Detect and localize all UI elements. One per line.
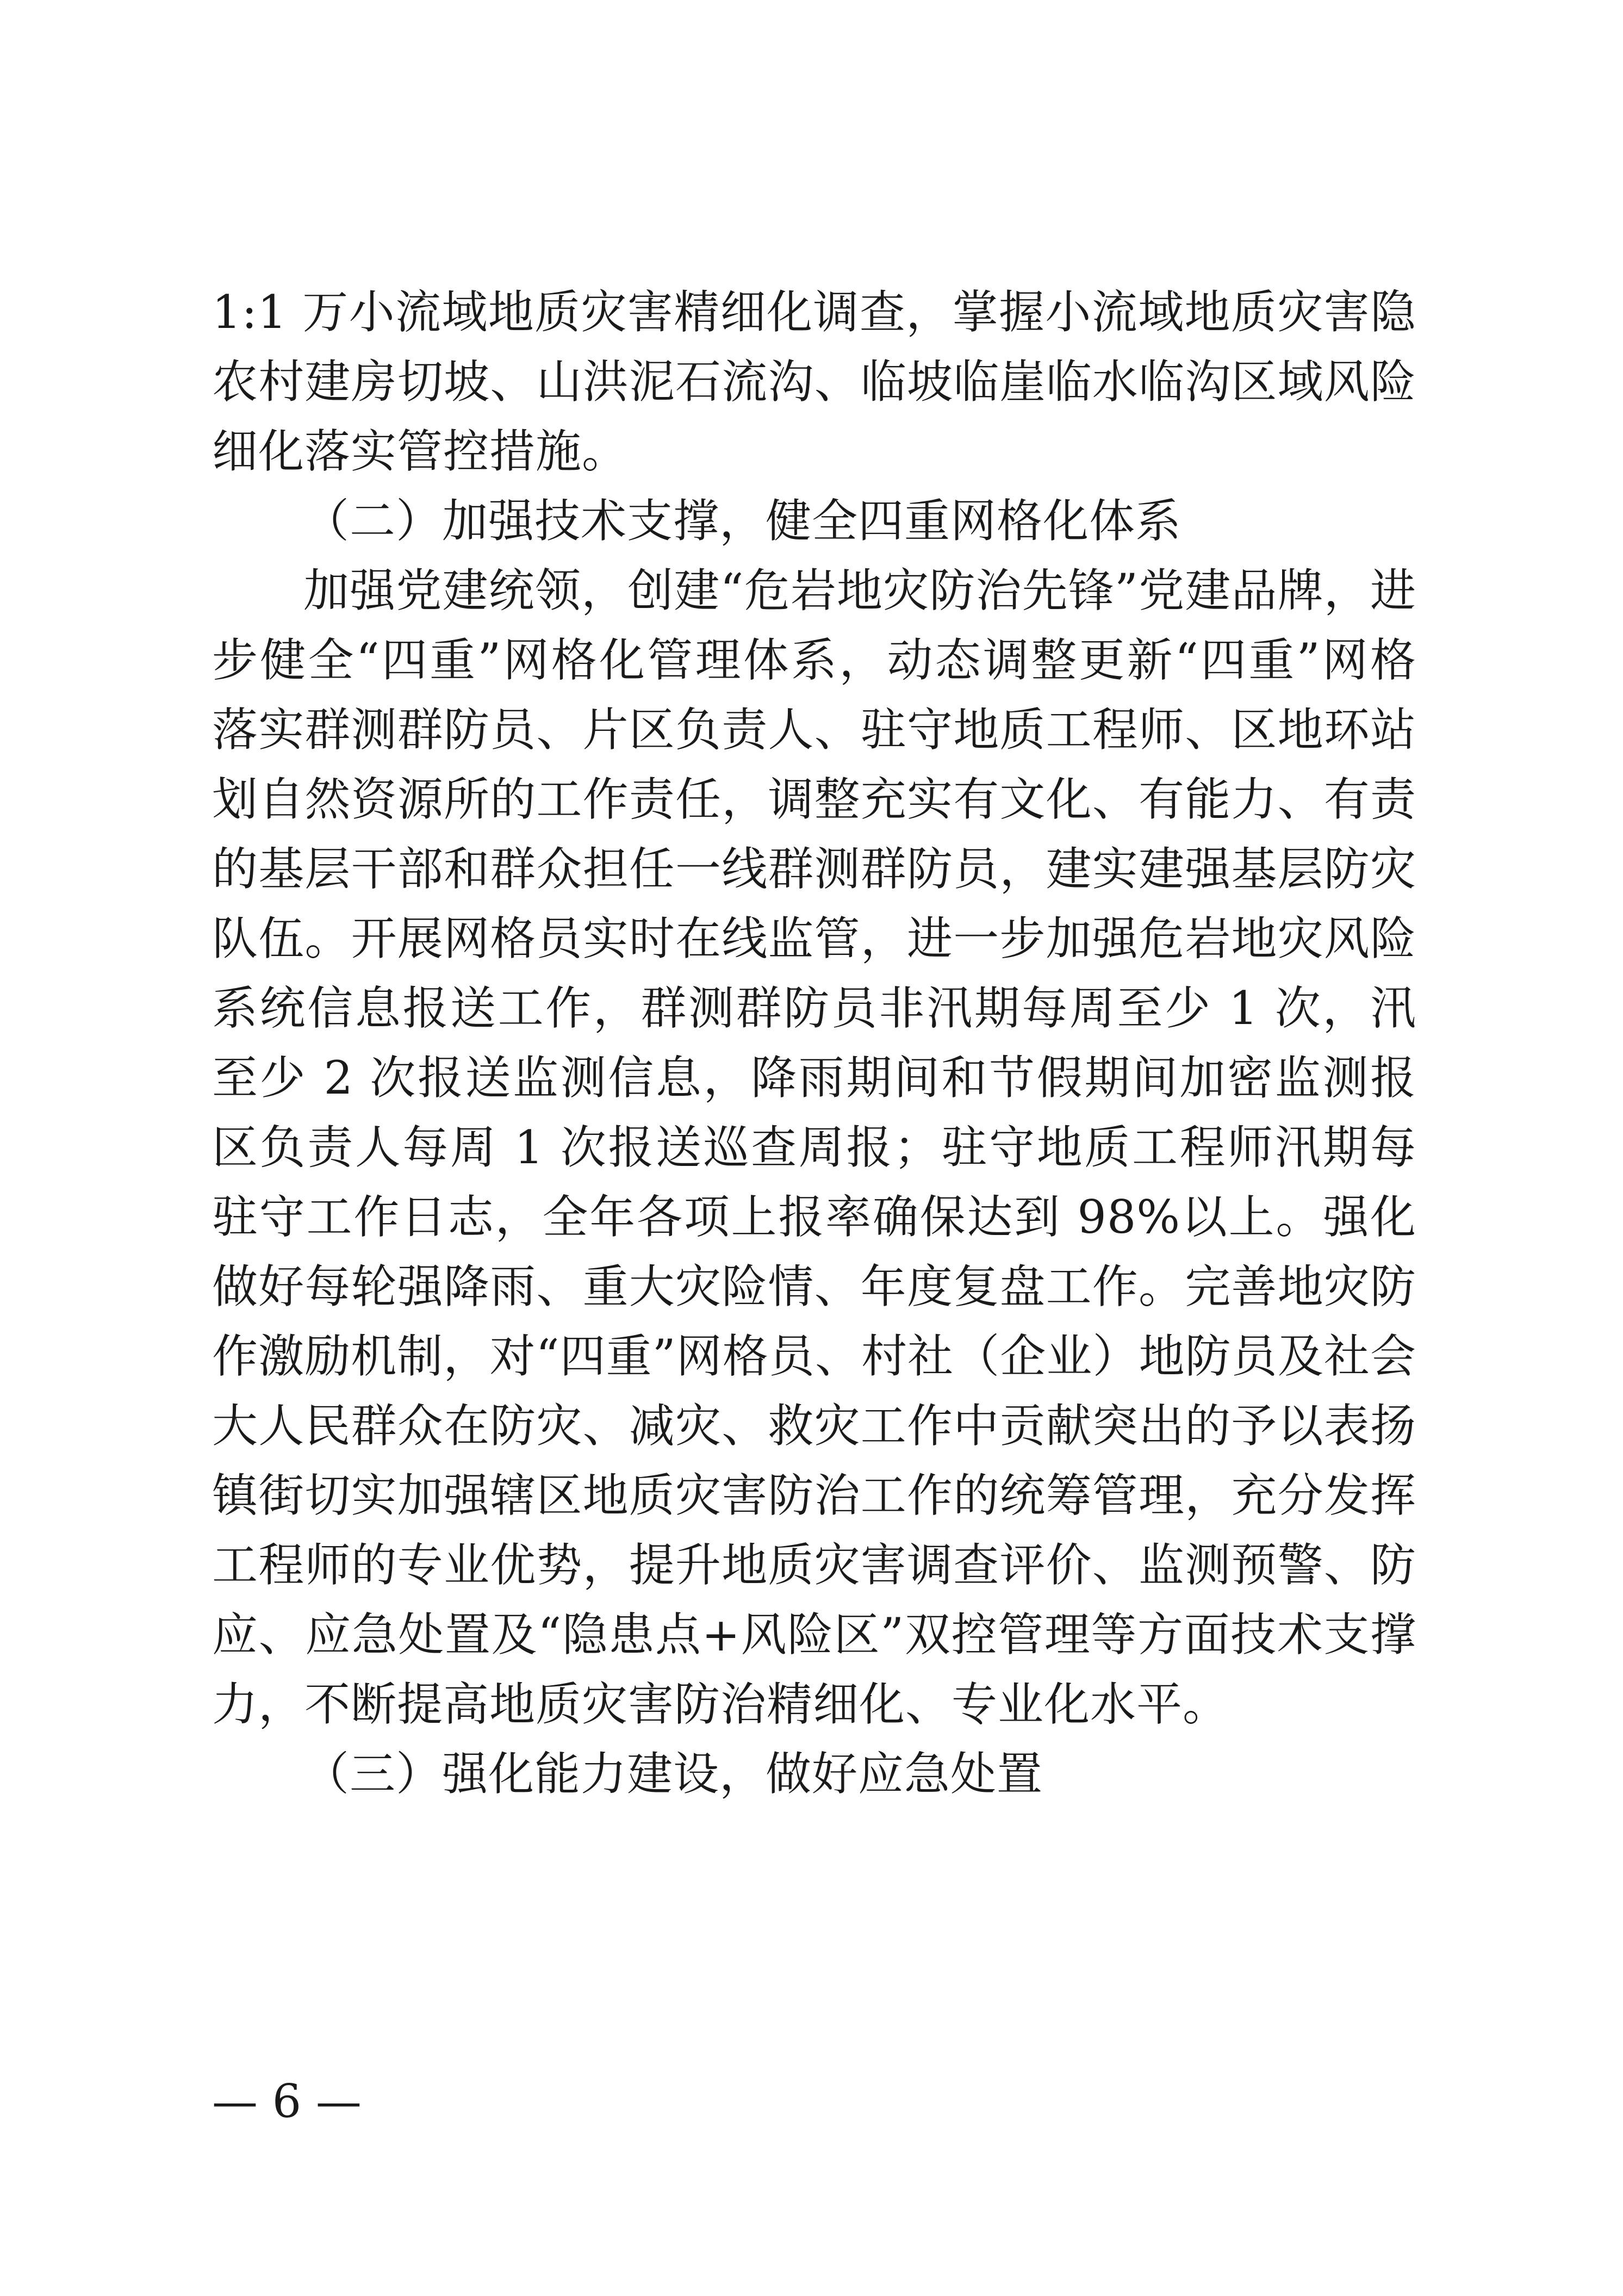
text-line: 区负责人每周 1 次报送巡查周报；驻守地质工程师汛期每 <box>212 1121 1416 1174</box>
text-line: 加强党建统领，创建“危岩地灾防治先锋”党建品牌，进 <box>303 564 1416 617</box>
text-line: 1:1 万小流域地质灾害精细化调查，掌握小流域地质灾害隐 <box>212 286 1416 339</box>
text-line: 做好每轮强降雨、重大灾险情、年度复盘工作。完善地灾防 <box>212 1260 1416 1313</box>
text-line: 划自然资源所的工作责任，调整充实有文化、有能力、有责 <box>212 773 1416 826</box>
text-line: 应、应急处置及“隐患点+风险区”双控管理等方面技术支撑 <box>212 1608 1416 1661</box>
text-line: 细化落实管控措施。 <box>212 425 629 478</box>
text-line: 作激励机制，对“四重”网格员、村社（企业）地防员及社会 <box>212 1330 1416 1383</box>
text-line: 步健全“四重”网格化管理体系，动态调整更新“四重”网格 <box>212 634 1416 687</box>
text-line: 农村建房切坡、山洪泥石流沟、临坡临崖临水临沟区域风险 <box>212 355 1416 408</box>
text-line: 系统信息报送工作，群测群防员非汛期每周至少 1 次，汛 <box>212 982 1416 1035</box>
text-line: 力，不断提高地质灾害防治精细化、专业化水平。 <box>212 1678 1229 1731</box>
text-line: 至少 2 次报送监测信息，降雨期间和节假期间加密监测报 <box>212 1051 1416 1104</box>
text-line: 驻守工作日志，全年各项上报率确保达到 98%以上。强化 <box>212 1190 1416 1244</box>
text-line: 的基层干部和群众担任一线群测群防员，建实建强基层防灾 <box>212 842 1416 896</box>
text-line: 大人民群众在防灾、减灾、救灾工作中贡献突出的予以表扬 <box>212 1399 1416 1453</box>
text-line: 队伍。开展网格员实时在线监管，进一步加强危岩地灾风险 <box>212 912 1416 965</box>
section-heading: （三）强化能力建设，做好应急处置 <box>303 1747 1043 1801</box>
text-line: 落实群测群防员、片区负责人、驻守地质工程师、区地环站 <box>212 703 1416 756</box>
text-line: 工程师的专业优势，提升地质灾害调查评价、监测预警、防 <box>212 1538 1416 1592</box>
page-number: — 6 — <box>212 2075 362 2128</box>
text-line: 镇街切实加强辖区地质灾害防治工作的统筹管理，充分发挥 <box>212 1469 1416 1522</box>
section-heading: （二）加强技术支撑，健全四重网格化体系 <box>303 494 1182 548</box>
